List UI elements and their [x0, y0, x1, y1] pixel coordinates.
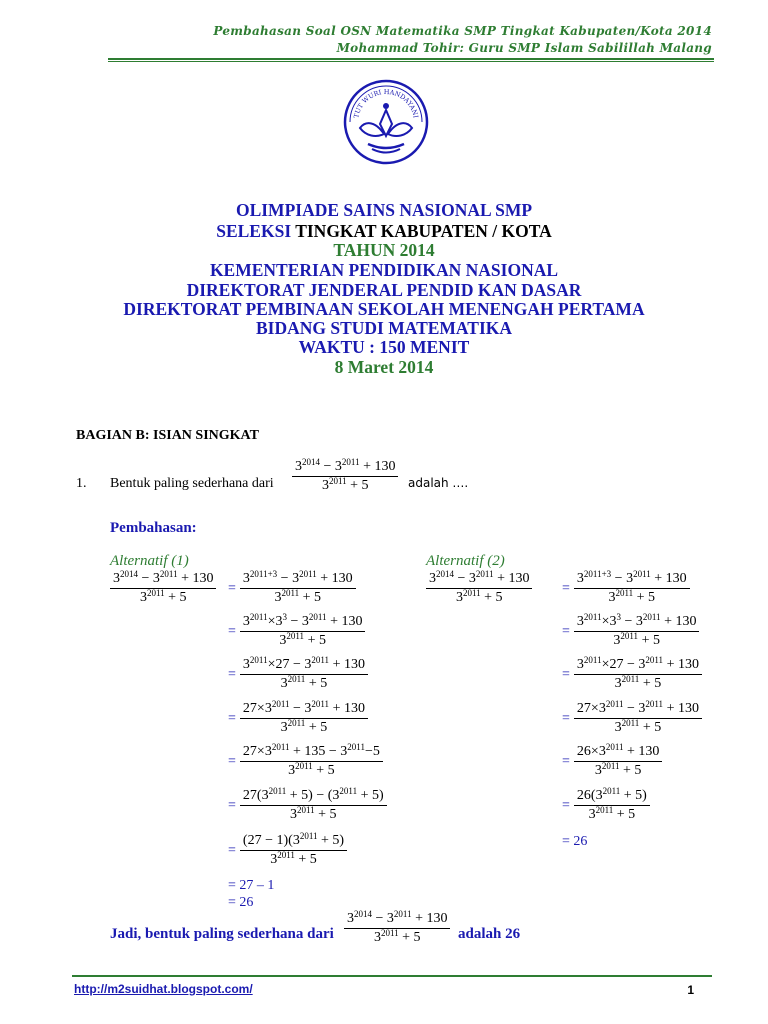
title-tahun: TAHUN 2014 [333, 240, 435, 260]
alt1-step-6: = $\frac{27(3^{2011} + 5) - (3^{2011} + 5)}{3^{2011} + 5}$ [228, 789, 387, 822]
problem-text: Bentuk paling sederhana dari [110, 476, 274, 491]
problem-fraction: $\frac{3^{2014} - 3^{2011} + 130}{3^{2011} + 5}$ [292, 460, 398, 493]
footer-link[interactable]: http://m2suidhat.blogspot.com/ [74, 982, 253, 996]
alt1-step-5: = $\frac{27\times 3^{2011} + 135 - 3^{2011}-5}{3^{2011} + 5}$ [228, 745, 383, 778]
footer-rule [72, 975, 712, 977]
title-kementerian: KEMENTERIAN PENDIDIKAN NASIONAL [209, 260, 559, 280]
title-dirjen: DIREKTORAT JENDERAL PENDID KAN DASAR [186, 280, 582, 300]
problem-number: 1. [76, 476, 87, 491]
alt1-lhs: $\frac{3^{2014} - 3^{2011} + 130}{3^{2011} + 5}$ [110, 572, 216, 605]
title-bidang: BIDANG STUDI MATEMATIKA [255, 318, 513, 338]
title-tanggal: 8 Maret 2014 [334, 357, 434, 377]
section-heading: BAGIAN B: ISIAN SINGKAT [76, 428, 259, 443]
logo-text: TUT WURI HANDAYANI [352, 87, 420, 119]
alt2-result: = 26 [562, 834, 588, 849]
alt1-result-a: = 27 – 1 [228, 878, 275, 893]
solution-heading: Pembahasan: [110, 520, 197, 536]
tut-wuri-handayani-logo [340, 76, 432, 168]
alt2-lhs: $\frac{3^{2014} - 3^{2011} + 130}{3^{2011} + 5}$ [426, 572, 532, 605]
alt2-step-5: = $\frac{26\times 3^{2011} + 130}{3^{2011} + 5}$ [562, 745, 662, 778]
title-tingkat: TINGKAT KABUPATEN / KOTA [295, 221, 552, 241]
alt1-result-b: = 26 [228, 895, 254, 910]
page-number: 1 [687, 983, 694, 997]
title-direktorat: DIREKTORAT PEMBINAAN SEKOLAH MENENGAH PERTAMA [123, 299, 645, 319]
alt2-step-6: = $\frac{26(3^{2011} + 5)}{3^{2011} + 5}$ [562, 789, 650, 822]
conclusion-text: Jadi, bentuk paling sederhana dari [110, 926, 334, 942]
header-rule [108, 58, 714, 60]
alt2-step-3: = $\frac{3^{2011}\times 27 - 3^{2011} + 130}{3^{2011} + 5}$ [562, 658, 702, 691]
alt1-step-7: = $\frac{(27 - 1)(3^{2011} + 5)}{3^{2011} + 5}$ [228, 834, 347, 867]
header-author: Mohammad Tohir: Guru SMP Islam Sabilillah Malang [336, 41, 712, 55]
alt2-heading: Alternatif (2) [426, 553, 505, 569]
alt1-heading: Alternatif (1) [110, 553, 189, 569]
alt1-step-1: = $\frac{3^{2011+3} - 3^{2011} + 130}{3^{2011} + 5}$ [228, 572, 356, 605]
alt2-step-1: = $\frac{3^{2011+3} - 3^{2011} + 130}{3^{2011} + 5}$ [562, 572, 690, 605]
alt2-step-2: = $\frac{3^{2011}\times 3^3 - 3^{2011} + 130}{3^{2011} + 5}$ [562, 615, 699, 648]
header-title: Pembahasan Soal OSN Matematika SMP Tingkat Kabupaten/Kota 2014 [213, 24, 712, 38]
title-waktu: WAKTU : 150 MENIT [298, 337, 470, 357]
conclusion-fraction: $\frac{3^{2014} - 3^{2011} + 130}{3^{2011} + 5}$ [344, 912, 450, 945]
alt2-step-4: = $\frac{27\times 3^{2011} - 3^{2011} + 130}{3^{2011} + 5}$ [562, 702, 702, 735]
title-seleksi-label: SELEKSI [216, 221, 292, 241]
title-seleksi [0, 221, 768, 242]
alt1-step-4: = $\frac{27\times 3^{2011} - 3^{2011} + 130}{3^{2011} + 5}$ [228, 702, 368, 735]
alt1-step-3: = $\frac{3^{2011}\times 27 - 3^{2011} + 130}{3^{2011} + 5}$ [228, 658, 368, 691]
header-rule-thin [108, 61, 714, 62]
problem-suffix: adalah …. [408, 476, 469, 490]
title-olimpiade: OLIMPIADE SAINS NASIONAL SMP [235, 200, 533, 220]
conclusion-answer: adalah 26 [458, 926, 521, 942]
alt1-step-2: = $\frac{3^{2011}\times 3^3 - 3^{2011} + 130}{3^{2011} + 5}$ [228, 615, 365, 648]
